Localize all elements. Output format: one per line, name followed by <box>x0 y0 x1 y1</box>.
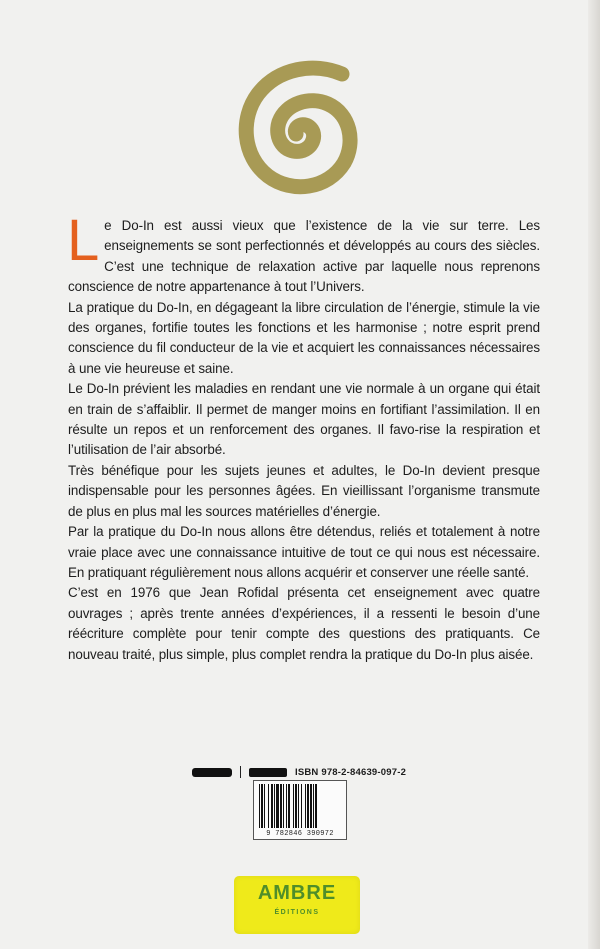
barcode-bar <box>307 784 309 828</box>
barcode-bar <box>305 784 306 828</box>
barcode-bar <box>313 784 314 828</box>
paragraph-1 <box>67 208 540 298</box>
drop-cap: L <box>67 208 100 273</box>
spiral-icon <box>200 48 400 228</box>
publisher-subtitle: ÉDITIONS <box>274 909 320 916</box>
barcode-bar <box>264 784 265 828</box>
paragraph-1-text: e Do-In est aussi vieux que l’existence de la vie sur terre. Les enseignements se sont perfectionnés et développés au cours des siècles. C’est une technique de relaxation active par laquelle nous reprenons conscience de notre appartenance à tout l’Univers. <box>68 218 540 295</box>
barcode-bar <box>261 784 263 828</box>
barcode-bar <box>276 784 279 828</box>
paragraph-6: C’est en 1976 que Jean Rofidal présenta cet enseignement avec quatre ouvrages ; après trente années d’expériences, il a ressenti le besoin d’une réécriture complète pour tenir compte des questions des pratiquants. Ce nouveau traité, plus simple, plus complet rendra la pratique du Do-In plus aisée. <box>68 585 540 662</box>
barcode-bar <box>288 784 290 828</box>
barcode-digits: 9 782846 390972 <box>266 830 334 838</box>
isbn-row <box>192 763 512 781</box>
barcode <box>253 780 347 840</box>
barcode-bar <box>315 784 317 828</box>
barcode-bar <box>293 784 294 828</box>
barcode-bar <box>301 784 302 828</box>
barcode-bar <box>298 784 299 828</box>
barcode-bar <box>286 784 287 828</box>
publisher-name: AMBRE <box>257 882 337 904</box>
barcode-bar <box>271 784 273 828</box>
barcode-bar <box>280 784 282 828</box>
paragraph-2: La pratique du Do-In, en dégageant la libre circulation de l’énergie, stimule la vie des organes, fortifie toutes les fonctions et les harmonise ; notre esprit prend conscience du fil conducteur de la vie et acquiert les connaissances nécessaires à une vie heureuse et saine. <box>68 299 540 376</box>
paragraph-4: Très bénéfique pour les sujets jeunes et adultes, le Do-In devient presque indispensable pour les personnes âgées. En vieillissant l’organisme transmute de plus en plus mal les sources matérielles d’énergie. <box>68 462 540 519</box>
barcode-bar <box>274 784 275 828</box>
redacted-logo <box>249 768 287 777</box>
barcode-bar <box>259 784 260 828</box>
back-cover-text <box>67 208 540 665</box>
isbn-text: ISBN 978-2-84639-097-2 <box>295 766 407 778</box>
paragraph-5: Par la pratique du Do-In nous allons être détendus, reliés et totalement à notre vraie place avec une connaissance intuitive de tout ce qui nous est nécessaire. En pratiquant régulièrement nous allons acquérir et conserver une réelle santé. <box>68 524 540 580</box>
barcode-bar <box>268 784 269 828</box>
separator <box>240 766 241 778</box>
barcode-bar <box>295 784 297 828</box>
barcode-bar <box>283 784 284 828</box>
page-edge <box>588 0 600 949</box>
publisher-logo <box>234 876 360 934</box>
paragraph-3: Le Do-In prévient les maladies en rendant une vie normale à un organe qui était en train de s’affaiblir. Il permet de manger moins en fortifiant l’assimilation. Il en résulte un repos et un renforcement des organes. Il favo-rise la respiration et l’utilisation de l’air absorbé. <box>68 381 540 458</box>
barcode-bar <box>310 784 312 828</box>
redacted-logo <box>192 768 232 777</box>
barcode-bars <box>257 784 343 828</box>
